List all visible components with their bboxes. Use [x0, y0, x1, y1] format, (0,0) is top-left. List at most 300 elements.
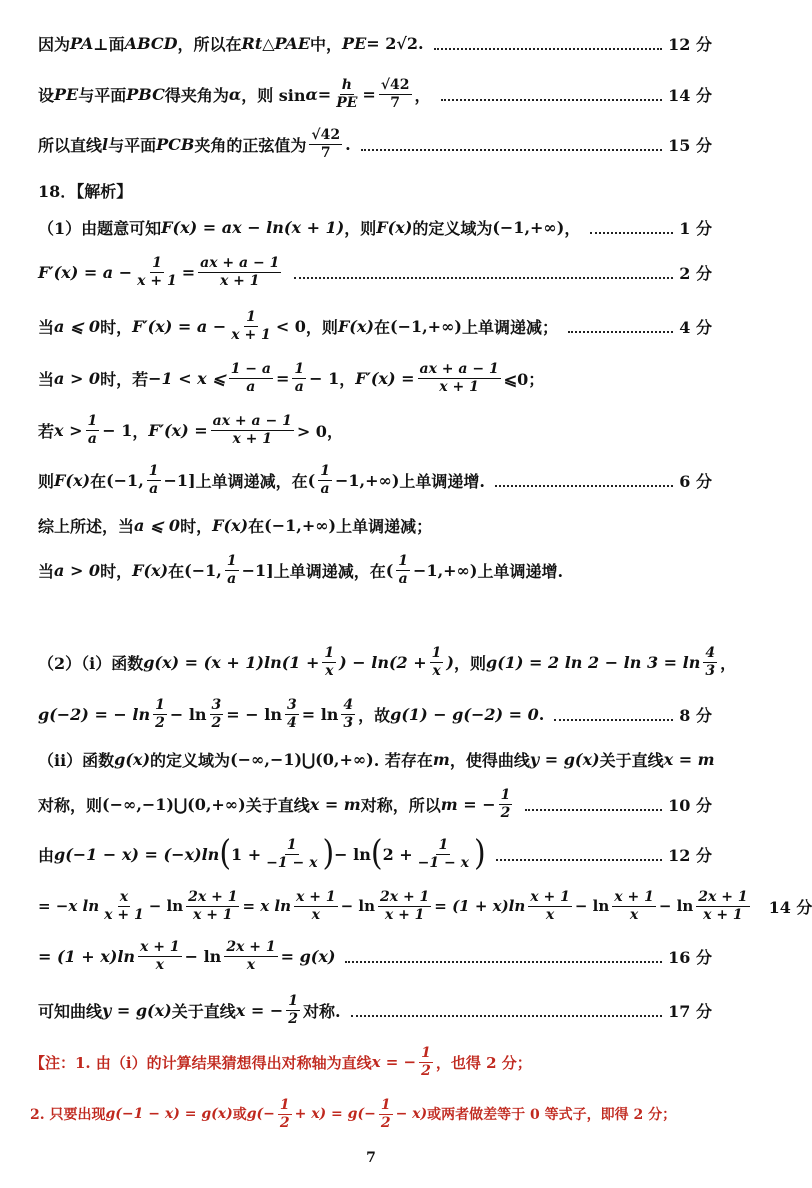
fraction — [229, 309, 273, 342]
math: g(− — [246, 1106, 275, 1122]
math: g(1) = 2 ln 2 − ln 3 = ln — [486, 652, 701, 672]
text: ，故 — [358, 705, 391, 725]
math: − x) — [395, 1106, 428, 1122]
text: ， — [339, 369, 356, 389]
numerator: 1 — [294, 361, 305, 378]
text: 综上所述，当 — [38, 516, 135, 536]
text: 由 — [38, 845, 55, 865]
numerator: 4 — [705, 645, 716, 662]
numerator: 1 − a — [230, 361, 271, 378]
score-label: 10 分 — [668, 795, 712, 815]
math: F(x) — [376, 217, 413, 237]
text: 若 — [38, 421, 55, 441]
math: α — [305, 84, 318, 104]
fraction — [147, 463, 161, 496]
fraction — [334, 77, 359, 110]
text: 的定义域为 — [150, 750, 231, 770]
text: △ — [262, 33, 275, 53]
text: ⩽0； — [503, 369, 545, 389]
text: −1,+∞) — [334, 470, 400, 490]
text: 当 — [38, 561, 55, 581]
denominator: a — [398, 570, 408, 587]
math: F(x) = ax − ln(x + 1) — [161, 217, 345, 237]
text: . 若存在 — [373, 750, 433, 770]
score-label: 8 分 — [679, 705, 712, 725]
text: 与平面 — [78, 85, 127, 105]
text: （ii）函数 — [38, 750, 115, 770]
numerator: 3 — [286, 697, 297, 714]
numerator: x + 1 — [140, 939, 180, 956]
numerator: √42 — [311, 127, 341, 144]
math: l — [102, 134, 109, 154]
fraction — [86, 413, 100, 446]
numerator: 1 — [324, 645, 335, 662]
fraction — [198, 255, 281, 288]
leader-dots — [568, 331, 673, 333]
numerator: 2x + 1 — [379, 889, 430, 906]
fraction — [612, 889, 656, 922]
denominator: x — [545, 906, 555, 923]
text: 时， — [100, 317, 133, 337]
text: ( — [307, 470, 316, 490]
text: 上单调递增. — [399, 471, 485, 491]
math: g(−1 − x) = (−x)ln — [54, 844, 220, 864]
math: −1 < x ⩽ — [148, 368, 226, 388]
math: y = g(x) — [102, 1000, 172, 1020]
text: 在 — [248, 516, 265, 536]
text: −1,+∞) — [413, 560, 478, 580]
math: m — [432, 749, 450, 769]
numerator: 4 — [343, 697, 354, 714]
numerator: 1 — [421, 1045, 431, 1062]
text: 上单调递减，在 — [195, 471, 308, 491]
math: F′(x) = a − — [132, 316, 227, 336]
section-title-text: 18．【解析】 — [38, 181, 133, 201]
score-label: 16 分 — [668, 947, 712, 967]
numerator: 1 — [246, 309, 256, 326]
math: x = − — [371, 1053, 417, 1071]
fraction — [286, 993, 300, 1026]
text: > 0， — [296, 421, 343, 441]
text: . — [345, 134, 351, 154]
numerator: h — [341, 77, 352, 94]
score-label: 12 分 — [668, 845, 712, 865]
fraction — [430, 645, 444, 678]
solution-line-equals-g — [38, 934, 712, 978]
denominator: 7 — [390, 94, 401, 111]
text: ，使得曲线 — [449, 750, 530, 770]
text: 的定义域为 — [412, 218, 493, 238]
leader-dots — [554, 719, 673, 721]
solution-line-expansion — [38, 884, 812, 928]
denominator: x + 1 — [137, 272, 177, 289]
leader-dots — [294, 277, 673, 279]
math: PE — [54, 84, 79, 104]
numerator: x + 1 — [614, 889, 654, 906]
numerator: √42 — [380, 77, 410, 94]
section-title — [38, 178, 712, 202]
text: ， — [564, 218, 581, 238]
numerator: 1 — [279, 1097, 290, 1114]
text: 在 — [90, 471, 107, 491]
denominator: −1 − x — [266, 854, 318, 871]
math: g(x) = (x + 1)ln(1 + — [143, 652, 320, 672]
math: ABCD — [124, 33, 178, 53]
text: 在 — [373, 317, 390, 337]
fraction — [419, 1045, 433, 1078]
math: ) — [446, 652, 454, 672]
fraction — [264, 837, 319, 870]
fraction — [278, 1097, 292, 1130]
solution-line-sin-alpha — [38, 72, 712, 116]
denominator: x + 1 — [104, 906, 144, 923]
fraction — [285, 697, 299, 730]
denominator: a — [227, 570, 237, 587]
text: 【注：1. 由（i）的计算结果猜想得出对称轴为直线 — [30, 1053, 372, 1072]
fraction — [309, 127, 342, 160]
leader-dots — [441, 99, 663, 101]
text: − ln — [340, 897, 375, 915]
text: − ln — [148, 897, 184, 915]
leader-dots — [345, 961, 662, 963]
math: F′(x) = — [148, 420, 208, 440]
denominator: x — [325, 662, 334, 679]
text: ，则 — [344, 218, 377, 238]
fraction — [292, 361, 306, 394]
denominator: −1 − x — [417, 854, 469, 871]
denominator: x — [246, 956, 256, 973]
denominator: 2 — [288, 1010, 298, 1027]
score-label: 17 分 — [668, 1001, 712, 1021]
numerator: 1 — [431, 645, 442, 662]
text: − ln — [658, 897, 694, 915]
text: ⊥面 — [93, 34, 125, 54]
numerator: 1 — [155, 697, 165, 714]
fraction — [528, 889, 572, 922]
math: y = g(x) — [529, 749, 600, 769]
fraction — [153, 697, 167, 730]
fraction — [318, 463, 332, 496]
numerator: 1 — [226, 553, 237, 570]
math: (−1,+∞) — [492, 217, 565, 237]
text: 设 — [38, 85, 55, 105]
leader-dots — [496, 859, 662, 861]
solution-line-g-domain — [38, 746, 715, 772]
text: 或 — [232, 1107, 247, 1123]
text: (−1, — [184, 560, 222, 580]
math: = (1 + x)ln — [38, 946, 136, 966]
numerator: 1 — [288, 993, 298, 1010]
text: 当 — [38, 369, 55, 389]
text: ，则 — [453, 653, 486, 673]
solution-line-g-definition — [38, 640, 737, 684]
numerator: ax + a − 1 — [419, 361, 499, 378]
math: (−1,+∞) — [264, 515, 337, 535]
solution-line-summary — [38, 512, 712, 538]
math: a ⩽ 0 — [134, 515, 181, 535]
leader-dots — [495, 485, 673, 487]
denominator: x + 1 — [439, 378, 479, 395]
numerator: 1 — [320, 463, 330, 480]
math: = −x ln — [38, 897, 100, 915]
math: F(x) — [54, 470, 91, 490]
fraction — [703, 645, 717, 678]
numerator: 1 — [500, 787, 511, 804]
denominator: x + 1 — [231, 326, 271, 343]
denominator: x — [629, 906, 639, 923]
math: g(x) — [114, 749, 151, 769]
denominator: x — [311, 906, 320, 923]
solution-line-g-neg2 — [38, 692, 712, 736]
fraction — [135, 255, 179, 288]
text: 时， — [180, 516, 213, 536]
math: PCB — [156, 134, 195, 154]
denominator: x + 1 — [192, 906, 233, 923]
math: Rt — [241, 33, 263, 53]
math: x = m — [663, 749, 715, 769]
fraction — [416, 837, 471, 870]
numerator: 1 — [438, 837, 449, 854]
solution-line-g-neg1-minus-x — [38, 830, 712, 878]
fraction — [224, 939, 277, 972]
fraction — [696, 889, 749, 922]
text: 上单调递减； — [461, 317, 558, 337]
text: 所以直线 — [38, 135, 103, 155]
numerator: 1 — [398, 553, 409, 570]
denominator: 4 — [286, 714, 297, 731]
denominator: x — [155, 956, 165, 973]
fraction — [102, 889, 146, 922]
solution-line-case-a-gt-0 — [38, 356, 712, 400]
math: = (1 + x)ln — [434, 897, 526, 915]
denominator: 2 — [155, 714, 165, 731]
text: − ln — [169, 704, 207, 724]
denominator: 2 — [380, 1114, 391, 1131]
denominator: a — [294, 378, 304, 395]
score-label: 6 分 — [679, 471, 712, 491]
math: x = − — [235, 1000, 284, 1020]
denominator: x + 1 — [232, 430, 273, 447]
text: = — [317, 84, 332, 104]
text: （1）由题意可知 — [38, 218, 162, 238]
right-paren: ) — [473, 833, 486, 874]
solution-line-monotonic — [38, 458, 712, 502]
text: 当 — [38, 317, 55, 337]
text: = − ln — [226, 704, 282, 724]
text: 得夹角为 — [164, 85, 229, 105]
text: 对称，则 — [38, 795, 103, 815]
denominator: x + 1 — [384, 906, 425, 923]
denominator: 3 — [343, 714, 354, 731]
fraction — [396, 553, 410, 586]
text: − 1 — [309, 368, 340, 388]
leader-dots — [351, 1015, 663, 1017]
math: F(x) — [132, 560, 169, 580]
numerator: x — [119, 889, 129, 906]
fraction — [379, 77, 412, 110]
denominator: 3 — [705, 662, 716, 679]
solution-line-pe — [38, 28, 712, 58]
math: a > 0 — [54, 368, 101, 388]
math: PBC — [126, 84, 165, 104]
text: 则 — [38, 471, 55, 491]
text: . — [418, 33, 424, 53]
denominator: 2 — [211, 714, 222, 731]
numerator: 1 — [380, 1097, 391, 1114]
fraction — [378, 889, 431, 922]
denominator: x + 1 — [703, 906, 743, 923]
leader-dots — [434, 48, 663, 50]
solution-line-domain — [38, 214, 712, 240]
denominator: a — [87, 430, 97, 447]
solution-line-x-gt — [38, 408, 712, 452]
text: 在 — [168, 561, 185, 581]
math: F′(x) = a − — [38, 262, 133, 282]
denominator: 2 — [279, 1114, 290, 1131]
text: 可知曲线 — [38, 1001, 103, 1021]
text: ， — [132, 421, 149, 441]
fraction — [418, 361, 501, 394]
text: = — [181, 262, 196, 282]
score-label: 14 分 — [768, 897, 812, 917]
text: 或两者做差等于 0 等式子，即得 2 分； — [427, 1107, 677, 1123]
score-label: 1 分 — [679, 218, 712, 238]
numerator: 3 — [211, 697, 222, 714]
math: = g(x) — [280, 946, 336, 966]
math: = 2√2 — [366, 33, 419, 53]
text: (−1, — [106, 470, 144, 490]
fraction — [211, 413, 294, 446]
denominator: a — [246, 378, 256, 395]
text: 对称，所以 — [360, 795, 441, 815]
fraction — [225, 553, 239, 586]
solution-line-summary-a-gt-0 — [38, 548, 712, 592]
math: + x) = g(− — [294, 1106, 376, 1122]
text: 上单调递增. — [477, 561, 564, 581]
numerator: 1 — [148, 463, 159, 480]
numerator: ax + a − 1 — [200, 255, 280, 272]
math: = x ln — [242, 897, 291, 915]
numerator: x + 1 — [296, 889, 336, 906]
math: F(x) — [337, 316, 374, 336]
numerator: 2x + 1 — [226, 939, 276, 956]
denominator: 2 — [500, 804, 511, 821]
fraction — [229, 361, 273, 394]
math: PE — [342, 33, 367, 53]
leader-dots — [525, 809, 662, 811]
solution-line-sine-value — [38, 122, 712, 166]
solution-line-symmetry-m — [38, 782, 712, 826]
numerator: 1 — [286, 837, 297, 854]
fraction — [186, 889, 239, 922]
math: PAE — [274, 33, 311, 53]
numerator: 2x + 1 — [188, 889, 238, 906]
text: 上单调递减，在 — [273, 561, 386, 581]
denominator: 7 — [320, 144, 331, 161]
text: − ln — [574, 897, 610, 915]
score-label: 2 分 — [679, 263, 712, 283]
fraction — [210, 697, 224, 730]
math: (−∞,−1)⋃(0,+∞) — [230, 749, 374, 769]
text: ，所以在 — [177, 34, 242, 54]
text: ，则 sin — [241, 85, 306, 105]
math: x > — [54, 420, 83, 440]
math: g(−2) = − ln — [38, 704, 151, 724]
grading-note-2 — [30, 1092, 722, 1136]
text: − ln — [184, 946, 222, 966]
leader-dots — [361, 149, 662, 151]
text: ， — [414, 85, 431, 105]
page-number: 7 — [366, 1150, 376, 1166]
score-label: 12 分 — [668, 34, 712, 54]
text: − 1 — [102, 420, 133, 440]
math: g(1) − g(−2) = 0 — [390, 704, 539, 724]
text: 时，若 — [100, 369, 149, 389]
math: g(−1 − x) = g(x) — [105, 1106, 233, 1122]
solution-line-conclusion — [38, 988, 712, 1032]
text: = ln — [301, 704, 339, 724]
text: −1] — [163, 470, 196, 490]
text: ( — [385, 560, 394, 580]
math: PA — [70, 33, 94, 53]
numerator: 1 — [152, 255, 162, 272]
denominator: x — [432, 662, 441, 679]
text: 与平面 — [108, 135, 157, 155]
fraction — [379, 1097, 393, 1130]
denominator: a — [320, 480, 330, 497]
numerator: x + 1 — [530, 889, 570, 906]
text: = — [362, 84, 376, 104]
math: (−∞,−1)⋃(0,+∞) — [102, 794, 246, 814]
fraction — [138, 939, 182, 972]
math: a > 0 — [54, 560, 101, 580]
text: 夹角的正弦值为 — [194, 135, 307, 155]
text: = — [275, 368, 290, 388]
score-label: 14 分 — [668, 85, 712, 105]
math: 1 + — [231, 844, 262, 864]
denominator: 2 — [421, 1062, 431, 1079]
numerator: 2x + 1 — [698, 889, 748, 906]
text: . — [538, 704, 545, 724]
text: 2. 只要出现 — [30, 1107, 106, 1123]
text: −1] — [241, 560, 274, 580]
denominator: PE — [336, 94, 358, 111]
text: 上单调递减； — [336, 516, 433, 536]
text: ， — [720, 653, 737, 673]
text: 时， — [100, 561, 133, 581]
math: α — [228, 84, 242, 104]
grading-note-1 — [30, 1040, 722, 1084]
text: ，也得 2 分； — [435, 1053, 532, 1072]
left-paren: ( — [219, 833, 232, 874]
text: ，则 — [305, 317, 338, 337]
math: 2 + — [382, 844, 413, 864]
math: F(x) — [212, 515, 249, 535]
solution-line-derivative — [38, 250, 712, 294]
math: m = − — [440, 794, 496, 814]
fraction — [499, 787, 513, 820]
denominator: x + 1 — [219, 272, 260, 289]
right-paren: ) — [322, 833, 335, 874]
text: 中， — [310, 34, 343, 54]
math: ) − ln(2 + — [339, 652, 427, 672]
math: (−1,+∞) — [390, 316, 462, 336]
text: < 0 — [275, 316, 306, 336]
text: 关于直线 — [599, 750, 664, 770]
math: x = m — [309, 794, 361, 814]
left-paren: ( — [370, 833, 383, 874]
text: 关于直线 — [245, 795, 310, 815]
